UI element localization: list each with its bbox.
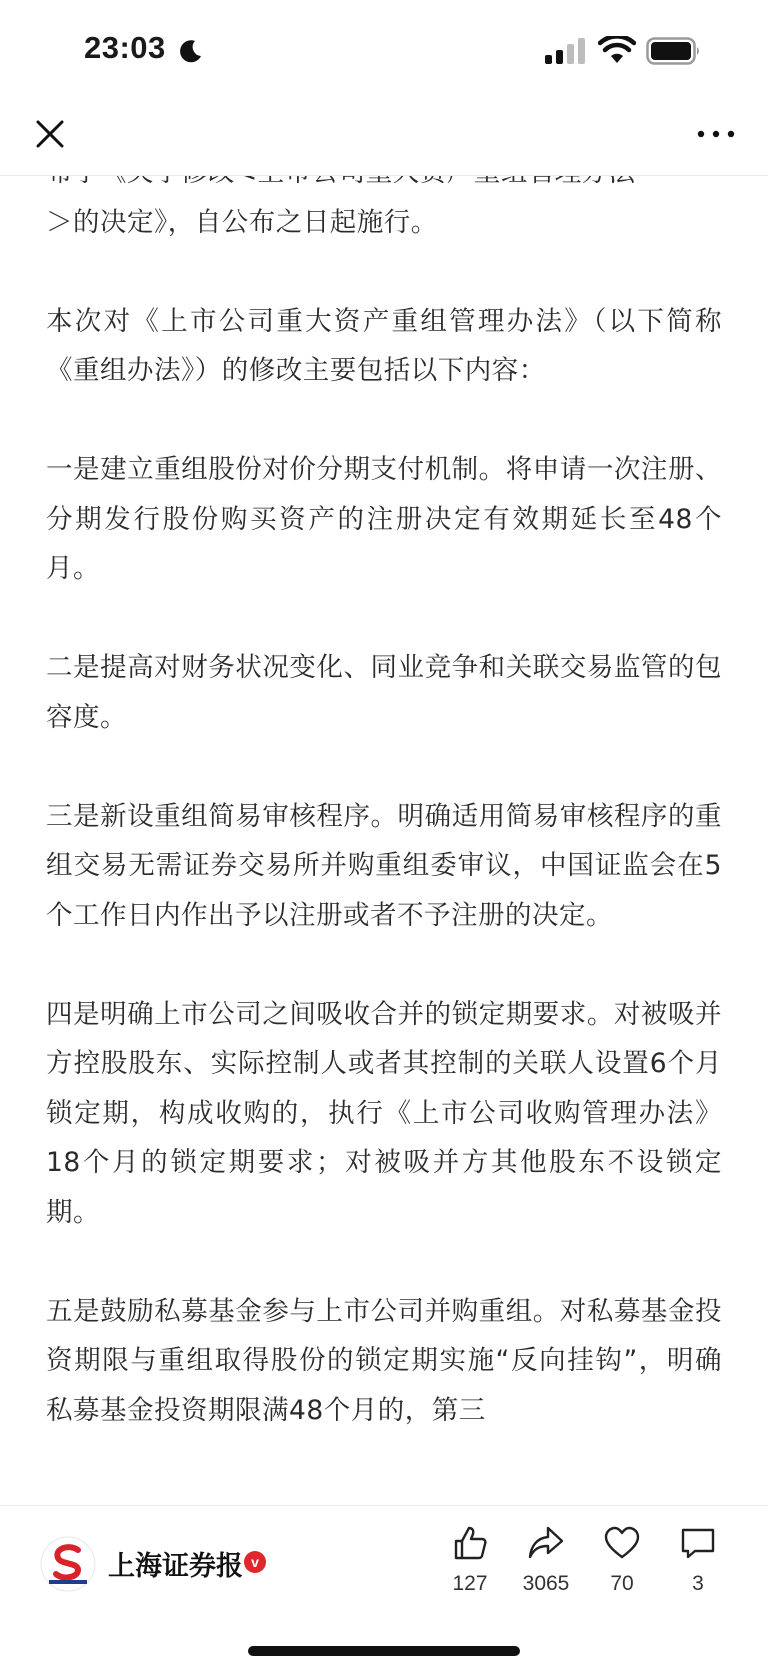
home-indicator[interactable] (248, 1646, 520, 1656)
top-nav-bar (0, 100, 768, 176)
article-paragraph: 四是明确上市公司之间吸收合并的锁定期要求。对被吸并方控股股东、实际控制人或者其控制的关联人设置6个月锁定期，构成收购的，执行《上市公司收购管理办法》18个月的锁定期要求；对被吸并方其他股东不设锁定期。 (46, 998, 722, 1228)
article-paragraph: ＞的决定》，自公布之日起施行。 (46, 206, 438, 238)
status-time: 23:03 (84, 30, 166, 65)
comment-icon (679, 1524, 717, 1562)
favorite-count: 70 (610, 1572, 634, 1595)
article-paragraph: 一是建立重组股份对价分期支付机制。将申请一次注册、分期发行股份购买资产的注册决定有效期延长至48个月。 (46, 454, 722, 584)
article-paragraph: 三是新设重组简易审核程序。明确适用简易审核程序的重组交易无需证券交易所并购重组委审议，中国证监会在5个工作日内作出予以注册或者不予注册的决定。 (46, 800, 722, 931)
share-count: 3065 (522, 1572, 570, 1595)
bottom-action-bar (0, 1505, 768, 1666)
article-paragraph: 二是提高对财务状况变化、同业竞争和关联交易监管的包容度。 (46, 652, 722, 733)
share-icon (527, 1524, 565, 1562)
verified-badge: v (244, 1551, 266, 1573)
favorite-button[interactable] (580, 1524, 664, 1604)
share-button[interactable] (504, 1524, 588, 1604)
article-content (46, 148, 722, 1485)
article-paragraph: 本次对《上市公司重大资产重组管理办法》（以下简称《重组办法》）的修改主要包括以下内容： (46, 305, 722, 386)
article-paragraph: 五是鼓励私募基金参与上市公司并购重组。对私募基金投资期限与重组取得股份的锁定期实施“反向挂钩”，明确私募基金投资期限满48个月的，第三 (46, 1295, 722, 1426)
like-count: 127 (452, 1572, 488, 1595)
like-button[interactable] (428, 1524, 512, 1604)
publisher-name[interactable]: 上海证券报 (108, 1551, 243, 1582)
close-icon[interactable] (30, 114, 70, 154)
thumbs-up-icon (451, 1524, 489, 1562)
comment-count: 3 (692, 1572, 704, 1595)
heart-icon (603, 1524, 641, 1562)
comment-button[interactable] (656, 1524, 740, 1604)
publisher-logo[interactable] (40, 1536, 96, 1592)
more-icon[interactable] (692, 116, 740, 152)
